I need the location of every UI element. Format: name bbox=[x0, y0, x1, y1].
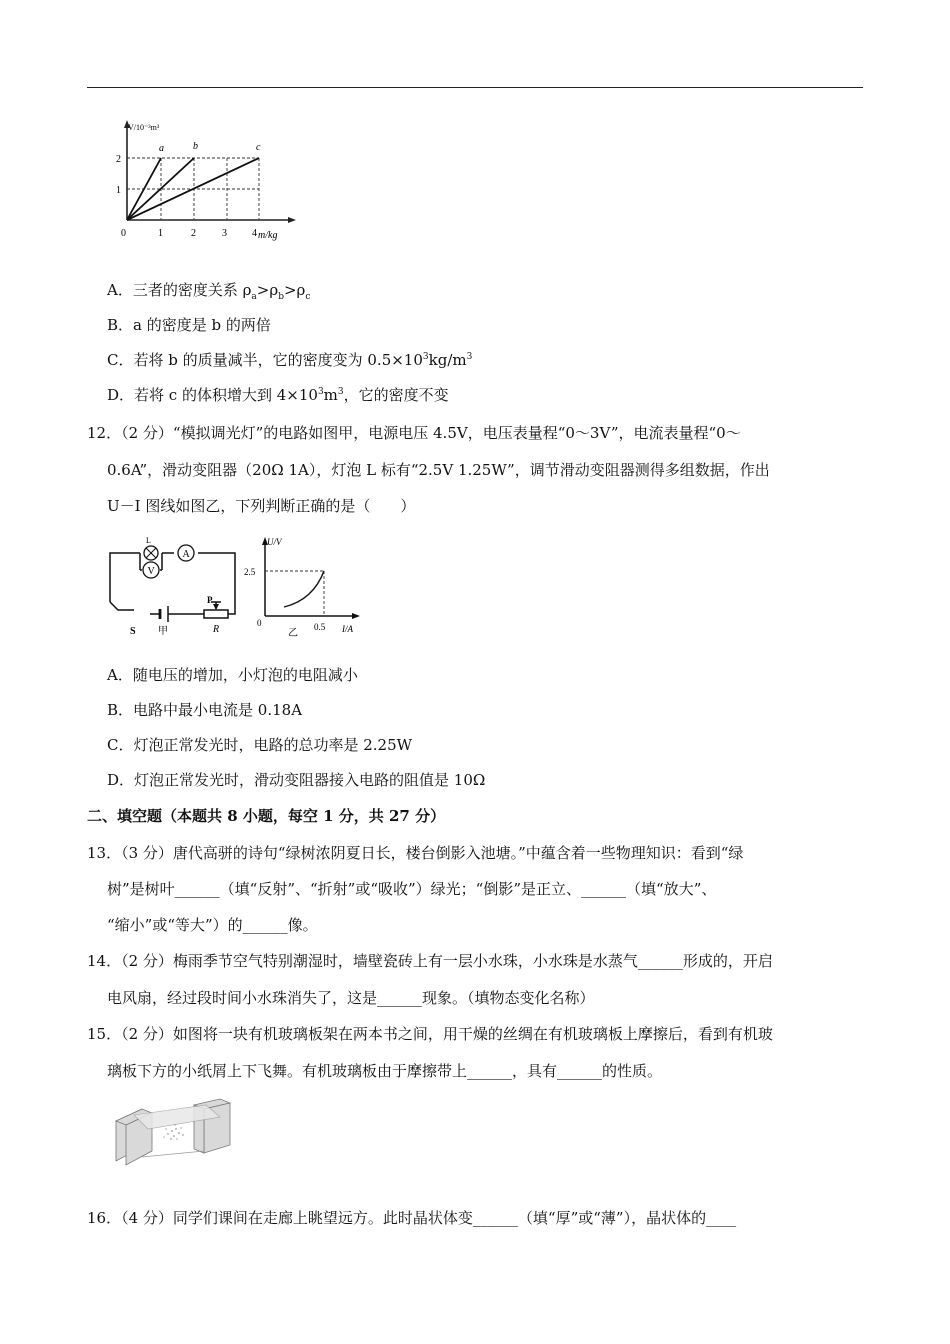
svg-text:L: L bbox=[146, 536, 151, 545]
svg-text:2.5: 2.5 bbox=[244, 567, 256, 577]
q12-option-c: C．灯泡正常发光时，电路的总功率是 2.25W bbox=[107, 736, 413, 754]
q12-option-d: D．灯泡正常发光时，滑动变阻器接入电路的阻值是 10Ω bbox=[107, 771, 486, 789]
rheostat-icon bbox=[204, 610, 228, 618]
x-tick: 3 bbox=[222, 228, 227, 239]
y-tick: 1 bbox=[116, 185, 121, 196]
q12-option-a: A．随电压的增加，小灯泡的电阻减小 bbox=[107, 666, 358, 684]
q11-option-a: A．三者的密度关系 $\rho_a>\rho_b>\rho_c$ bbox=[107, 281, 311, 302]
q11-option-d: D．若将 c 的体积增大到 $4\times 10^3m^3$，它的密度不变 bbox=[107, 386, 449, 404]
q12-stem-line: U－I 图线如图乙，下列判断正确的是（ ） bbox=[107, 497, 416, 515]
line-label: a bbox=[159, 143, 164, 154]
svg-text:I/A: I/A bbox=[342, 624, 353, 634]
svg-text:V: V bbox=[147, 566, 155, 577]
svg-text:0.5: 0.5 bbox=[314, 622, 326, 632]
q13-line: 树”是树叶______（填“反射”、“折射”或“吸收”）绿光；“倒影”是正立、______（填“放大”、 bbox=[107, 880, 717, 898]
line-label: b bbox=[193, 141, 198, 152]
lamp-icon bbox=[144, 546, 158, 560]
svg-text:A: A bbox=[182, 549, 190, 560]
q15-line: 15．（2 分）如图将一块有机玻璃板架在两本书之间，用干燥的丝绸在有机玻璃板上摩擦后，看到有机玻 bbox=[87, 1025, 773, 1043]
q12-stem-line: 12．（2 分）“模拟调光灯”的电路如图甲，电源电压 4.5V，电压表量程“0～3V”，电流表量程“0～ bbox=[87, 424, 741, 442]
x-axis-label: m/kg bbox=[258, 230, 278, 241]
circuit-diagram bbox=[108, 532, 243, 642]
line-label: c bbox=[256, 142, 261, 153]
svg-text:P: P bbox=[207, 595, 213, 605]
svg-text:U/V: U/V bbox=[267, 537, 282, 547]
svg-text:0: 0 bbox=[257, 618, 262, 628]
y-axis-label: V/10⁻³m³ bbox=[128, 123, 160, 132]
q12-option-b: B．电路中最小电流是 0.18A bbox=[107, 701, 303, 719]
q12-stem-line: 0.6A”，滑动变阻器（20Ω 1A），灯泡 L 标有“2.5V 1.25W”，调节滑动变阻器测得多组数据，作出 bbox=[107, 461, 770, 479]
switch-label: S bbox=[130, 626, 136, 637]
q15-line: 璃板下方的小纸屑上下飞舞。有机玻璃板由于摩擦带上______，具有______的性质。 bbox=[107, 1062, 663, 1080]
q14-line: 电风扇，经过段时间小水珠消失了，这是______现象。（填物态变化名称） bbox=[107, 989, 595, 1007]
q16-line: 16．（4 分）同学们课间在走廊上眺望远方。此时晶状体变______（填“厚”或“薄”），晶状体的____ bbox=[87, 1209, 737, 1227]
plexiglass-books-illustration bbox=[108, 1095, 238, 1167]
header-rule bbox=[87, 87, 863, 88]
section-heading: 二、填空题（本题共 8 小题，每空 1 分，共 27 分） bbox=[87, 807, 446, 825]
x-tick: 4 bbox=[252, 228, 257, 239]
iv-curve bbox=[284, 571, 324, 607]
figure-caption: 乙 bbox=[288, 628, 298, 639]
q14-line: 14．（2 分）梅雨季节空气特别潮湿时，墙壁瓷砖上有一层小水珠，小水珠是水蒸气______形成的，开启 bbox=[87, 952, 773, 970]
figure-caption: 甲 bbox=[158, 626, 168, 637]
q11-option-c: C．若将 b 的质量减半，它的密度变为 $0.5\times 10^3kg/m^3$ bbox=[107, 351, 473, 369]
ui-graph bbox=[244, 534, 373, 639]
q13-line: “缩小”或“等大”）的______像。 bbox=[107, 916, 318, 934]
x-tick: 2 bbox=[191, 228, 196, 239]
y-tick: 2 bbox=[116, 154, 121, 165]
q11-option-b: B．a 的密度是 b 的两倍 bbox=[107, 316, 271, 334]
x-tick: 0 bbox=[121, 228, 126, 239]
svg-text:R: R bbox=[213, 624, 220, 635]
x-tick: 1 bbox=[158, 228, 163, 239]
density-graph bbox=[110, 112, 310, 244]
q13-line: 13．（3 分）唐代高骈的诗句“绿树浓阴夏日长，楼台倒影入池塘。”中蕴含着一些物理知识：看到“绿 bbox=[87, 844, 744, 862]
